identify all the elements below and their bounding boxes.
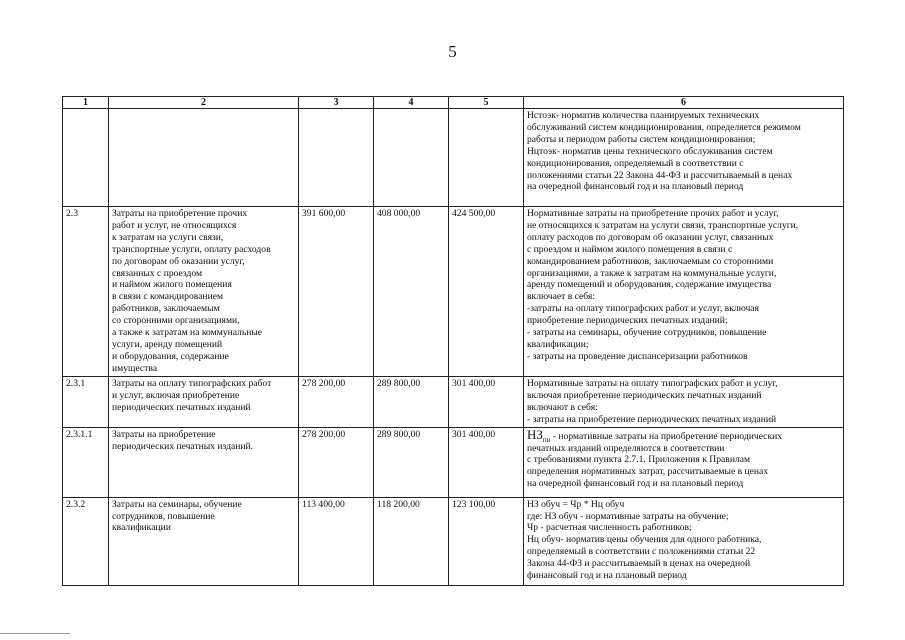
row-description [524, 207, 844, 377]
row-description [524, 497, 844, 585]
name-line: и услуг, включая приобретение [112, 389, 240, 401]
name-line: транспортные услуги, оплату расходов [112, 243, 271, 255]
name-line: со сторонними организациями, [112, 315, 240, 327]
name-line: Затраты на оплату типографских работ [112, 378, 272, 389]
row-value-year3: 123 100,00 [449, 497, 524, 585]
row-value-year1: 278 200,00 [299, 427, 374, 497]
description-line: где: НЗ обуч - нормативные затраты на обучение; [527, 510, 729, 522]
row-code: 2.3 [63, 207, 109, 377]
name-line: Затраты на приобретение прочих [112, 208, 248, 219]
name-line: Затраты на приобретение [112, 428, 216, 440]
row-code: 2.3.1 [63, 377, 109, 428]
row-code: 2.3.2 [63, 497, 109, 585]
row-value-year3 [449, 109, 524, 207]
description-line: обслуживаний систем кондиционирования, определяется режимом [527, 121, 801, 133]
table-row [63, 377, 844, 428]
description-line: включая приобретение периодических печатных изданий [527, 389, 762, 401]
col-header-2: 2 [109, 97, 299, 109]
name-line: к затратам на услуги связи, [112, 231, 224, 243]
name-line: услуги, аренду помещений [112, 338, 223, 350]
name-line: имущества [112, 362, 157, 374]
row-value-year1: 278 200,00 [299, 377, 374, 428]
description-line: приобретение периодических печатных изданий; [527, 315, 728, 327]
row-code: 2.3.1.1 [63, 427, 109, 497]
description-line: Закона 44-ФЗ и рассчитываемый в ценах на очередной [527, 558, 751, 570]
description-line: включает в себя: [527, 291, 595, 303]
row-value-year2: 118 200,00 [374, 497, 449, 585]
row-value-year3: 424 500,00 [449, 207, 524, 377]
description-line: Нормативные затраты на оплату типографских работ и услуг, [527, 378, 778, 389]
row-value-year1: 391 600,00 [299, 207, 374, 377]
description-line: НЗ обуч = Чр * Нц обуч [527, 498, 625, 510]
description-line: Чр - расчетная численность работников; [527, 522, 692, 534]
description-line: работы и периодом работы систем кондиционирования; [527, 133, 756, 145]
table-row [63, 497, 844, 585]
description-line: организациями, а также к затратам на коммунальные услуги, [527, 267, 777, 279]
row-value-year2: 408 000,00 [374, 207, 449, 377]
row-description [524, 109, 844, 207]
row-name [109, 207, 299, 377]
name-line: сотрудников, повышение [112, 510, 215, 522]
name-line: а также к затратам на коммунальные [112, 327, 263, 339]
row-value-year2: 289 800,00 [374, 427, 449, 497]
description-line: с требованиями пункта 2.7.1. Приложения к Правилам [527, 454, 751, 466]
name-line: работ и услуг, не относящихся [112, 219, 237, 231]
col-header-4: 4 [374, 97, 449, 109]
table-row [63, 109, 844, 207]
row-value-year2: 289 800,00 [374, 377, 449, 428]
name-line: квалификации [112, 522, 171, 534]
description-line: -затраты на оплату типографских работ и услуг, включая [527, 303, 759, 315]
formula-symbol-subscript: пи [542, 435, 551, 444]
description-line: Нормативные затраты на приобретение прочих работ и услуг, [527, 208, 779, 219]
description-line: включают в себя: [527, 401, 598, 413]
row-value-year3: 301 400,00 [449, 377, 524, 428]
description-line: Нц обуч- норматив цены обучения для одного работника, [527, 534, 762, 546]
header-row [63, 97, 844, 109]
col-header-1: 1 [63, 97, 109, 109]
description-line: - затраты на приобретение периодических печатных изданий [527, 413, 777, 425]
page-edge-rule [0, 633, 70, 634]
description-line: аренду помещений и оборудования, содержание имущества [527, 279, 772, 291]
description-line: - затраты на проведение диспансеризации работников [527, 350, 748, 362]
description-line: Нстоэк- норматив количества планируемых технических [527, 110, 760, 121]
description-line: с проездом и наймом жилого помещения в связи с [527, 243, 733, 255]
row-name [109, 497, 299, 585]
description-line: финансовый год и на плановый период [527, 570, 687, 582]
name-line: по договорам об оказании услуг, [112, 255, 245, 267]
row-value-year1 [299, 109, 374, 207]
description-line: определяемый в соответствии с положениями статьи 22 [527, 546, 756, 558]
description-line: не относящихся к затратам на услуги связи, транспортные услуги, [527, 219, 799, 231]
description-line: кондиционирования, определяемый в соответствии с [527, 157, 744, 169]
description-line: на очередной финансовый год и на плановый период [527, 478, 744, 490]
description-line: командированием работников, заключаемым со сторонними [527, 255, 774, 267]
name-line: связанных с проездом [112, 267, 203, 279]
name-line: периодических печатных изданий [112, 401, 251, 413]
page-number: 5 [448, 42, 457, 61]
formula-symbol: НЗ [527, 427, 543, 442]
table-row [63, 427, 844, 497]
description-line: на очередной финансовый год и на плановый период [527, 181, 744, 193]
description-line: квалификации; [527, 338, 589, 350]
row-value-year2 [374, 109, 449, 207]
description-line: оплату расходов по договорам об оказании услуг, связанных [527, 231, 774, 243]
name-line: и наймом жилого помещения [112, 279, 232, 291]
description-line: печатных изданий определяются в соответствии [527, 442, 725, 454]
description-line: - затраты на семинары, обучение сотрудников, повышение [527, 327, 767, 339]
row-value-year3: 301 400,00 [449, 427, 524, 497]
row-description [524, 427, 844, 497]
description-line: $НЗ_{пи}$ - нормативные затраты на приобретение периодических [527, 427, 783, 444]
col-header-5: 5 [449, 97, 524, 109]
name-line: и оборудования, содержание [112, 350, 229, 362]
row-description [524, 377, 844, 428]
name-line: в связи с командированием [112, 291, 224, 303]
description-line: Нцтоэк- норматив цены технического обслуживания систем [527, 145, 773, 157]
name-line: Затраты на семинары, обучение [112, 498, 242, 510]
name-line: периодических печатных изданий. [112, 440, 254, 452]
description-line: положениями статьи 22 Закона 44-ФЗ и рассчитываемый в ценах [527, 169, 793, 181]
row-value-year1: 113 400,00 [299, 497, 374, 585]
col-header-6: 6 [524, 97, 844, 109]
description-line: определения нормативных затрат, рассчитываемые в ценах [527, 466, 769, 478]
row-name [109, 377, 299, 428]
row-code [63, 109, 109, 207]
row-name [109, 109, 299, 207]
norms-table [62, 96, 844, 586]
name-line: работников, заключаемым [112, 303, 220, 315]
table-row [63, 207, 844, 377]
row-name [109, 427, 299, 497]
col-header-3: 3 [299, 97, 374, 109]
